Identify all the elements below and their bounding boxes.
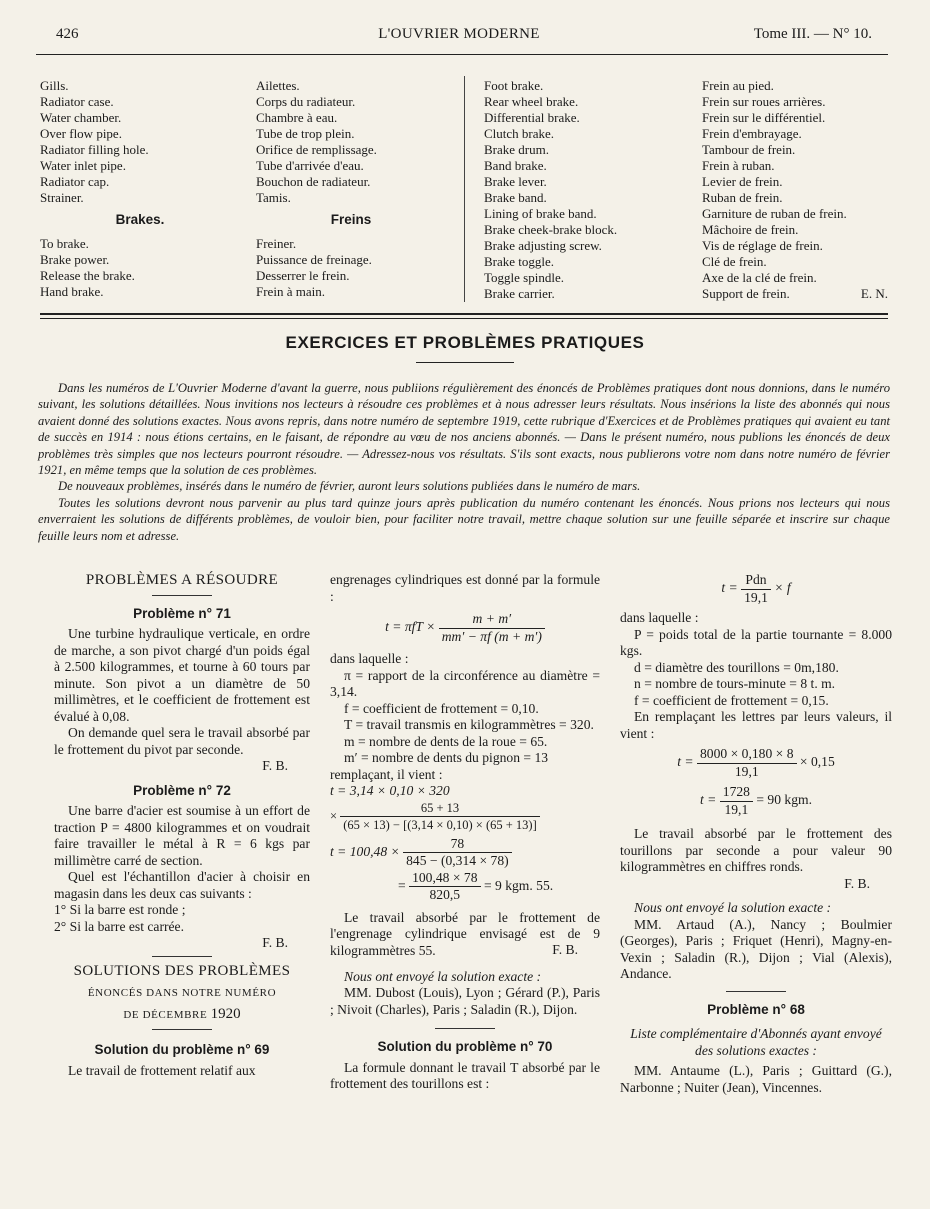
- list-item: Freiner.: [256, 236, 297, 251]
- calculation-line: t = $\frac{8000 \times 0,180 \times 8}{19,1}$ × 0,15: [677, 746, 835, 779]
- calculation-lhs: t = 100,48 ×: [330, 843, 400, 859]
- fraction: [741, 572, 771, 606]
- list-item: Frein sur le différentiel.: [702, 110, 826, 125]
- result-signature: F. B.: [844, 875, 870, 891]
- solutions-year: 1920: [210, 1005, 241, 1022]
- list-item: Orifice de remplissage.: [256, 142, 377, 157]
- vocab-french-radiator: [256, 78, 446, 300]
- right-column: [620, 572, 892, 1096]
- section-title: EXERCICES ET PROBLÈMES PRATIQUES: [285, 333, 645, 352]
- list-item: Frein d'embrayage.: [702, 126, 802, 141]
- formula-lhs: t = πfT ×: [385, 619, 436, 635]
- solvers-label: Nous ont envoyé la solution exacte :: [634, 900, 832, 915]
- list-item: Tube d'arrivée d'eau.: [256, 158, 364, 173]
- vocab-english-brakes: [484, 78, 684, 302]
- intro-paragraph: De nouveaux problèmes, insérés dans le numéro de février, auront leurs solutions publiées dans le numéro de mars.: [58, 479, 641, 494]
- paragraph: En remplaçant les lettres par leurs valeurs, il vient :: [620, 709, 892, 741]
- calculation-line: t = 3,14 × 0,10 × 320: [330, 783, 450, 798]
- definition: P = poids total de la partie tournante = 8.000 kgs.: [620, 626, 892, 658]
- definition: π = rapport de la circonférence au diamètre = 3,14.: [330, 667, 600, 699]
- fraction-numerator: Pdn: [741, 572, 771, 590]
- fraction-denominator: (65 × 13) − [(3,14 × 0,10) × (65 + 13)]: [343, 818, 537, 832]
- fraction-numerator: 100,48 × 78: [409, 870, 480, 888]
- vocab-french-brakes: [702, 78, 894, 302]
- intro-text: [38, 380, 890, 544]
- calculation-result: = 9 kgm. 55.: [483, 877, 554, 893]
- fraction-denominator: mm′ − πf (m + m′): [441, 628, 542, 644]
- problem-72-question: Quel est l'échantillon d'acier à choisir en magasin dans les deux cas suivants :: [54, 869, 310, 901]
- list-item: Brake lever.: [484, 174, 547, 189]
- vocab-english-radiator: [40, 78, 240, 300]
- fraction-numerator: 8000 × 0,180 × 8: [697, 746, 797, 764]
- list-item: Radiator filling hole.: [40, 142, 149, 157]
- calculation-result: = 90 kgm.: [756, 792, 812, 808]
- list-item: To brake.: [40, 236, 89, 251]
- list-item: Desserrer le frein.: [256, 268, 350, 283]
- solution-69-text: Le travail de frottement relatif aux: [68, 1062, 256, 1078]
- paragraph: remplaçant, il vient :: [330, 766, 443, 782]
- separator: [726, 991, 786, 992]
- problem-72-title: Problème n° 72: [133, 782, 231, 798]
- vocab-heading-brakes: Brakes.: [115, 212, 165, 227]
- fraction-denominator: 19,1: [734, 763, 759, 779]
- list-item: Garniture de ruban de frein.: [702, 206, 847, 221]
- problem-71-question: On demande quel sera le travail absorbé par le frottement du pivot par seconde.: [54, 725, 310, 757]
- list-item: Frein sur roues arrières.: [702, 94, 826, 109]
- definition: f = coefficient de frottement = 0,10.: [344, 700, 539, 716]
- list-item: Brake carrier.: [484, 286, 555, 301]
- calculation-line: × $\frac{65 + 13}{(65 \times 13) - [(3,14 \times 0,10) \times (65 + 13)]}$: [330, 800, 600, 834]
- list-item: Frein à ruban.: [702, 158, 775, 173]
- formula-engrenages: [330, 611, 600, 645]
- calculation-line: [330, 836, 600, 870]
- title-underline: [416, 362, 514, 363]
- section-rule-thin: [40, 318, 888, 319]
- paragraph: engrenages cylindriques est donné par la formule :: [330, 572, 600, 604]
- list-item: Brake drum.: [484, 142, 549, 157]
- definition: m′ = nombre de dents du pignon = 13: [344, 750, 549, 765]
- list-item: Water inlet pipe.: [40, 158, 126, 173]
- solvers-list: MM. Dubost (Louis), Lyon ; Gérard (P.), Paris ; Nivoit (Charles), Paris ; Saladin (R.), Dijon.: [330, 985, 600, 1017]
- fraction: [720, 784, 753, 818]
- definition: n = nombre de tours-minute = 8 t. m.: [634, 676, 836, 691]
- solution-70-title: Solution du problème n° 70: [377, 1039, 553, 1054]
- list-item: Release the brake.: [40, 268, 135, 283]
- solution-69-title: Solution du problème n° 69: [94, 1042, 270, 1057]
- list-item: Vis de réglage de frein.: [702, 238, 823, 253]
- solutions-title: SOLUTIONS DES PROBLÈMES: [73, 962, 291, 979]
- list-item: Corps du radiateur.: [256, 94, 356, 109]
- list-item: Axe de la clé de frein.: [702, 270, 817, 285]
- list-item: Clutch brake.: [484, 126, 555, 141]
- fraction-denominator: 19,1: [724, 801, 749, 817]
- formula-tourillons: [620, 572, 892, 606]
- list-item: Ruban de frein.: [702, 190, 783, 205]
- paragraph: dans laquelle :: [330, 651, 409, 666]
- list-item: Differential brake.: [484, 110, 580, 125]
- intro-paragraph: Dans les numéros de L'Ouvrier Moderne d'avant la guerre, nous publiions régulièrement des énoncés de Problèmes pratiques dont nous donnions, dans le numéro suivant, les solutions détaillées. Nous invitions nos lecteurs à résoudre ces problèmes et à nous adresser leurs résultats. Nous insérions la liste des abonnés qui nous avaient donné des solutions exactes. Nous avons repris, dans notre numéro de septembre 1919, cette rubrique d'Exercices et de Problèmes pratiques qui avaient eu tant de succès en 1914 : nous étions certains, en le faisant, de répondre au vœu de nos anciens abonnés. — Dans le présent numéro, nous publions les énoncés de deux problèmes très simples que nos lecteurs pourront résoudre. — Adressez-nous vos résultats. S'ils sont exacts, nous publierons votre nom dans notre numéro de février 1921, en même temps que la solution de ces problèmes.: [38, 381, 890, 478]
- formula-lhs: t =: [721, 580, 738, 596]
- paragraph: dans laquelle :: [620, 610, 699, 625]
- list-item: Mâchoire de frein.: [702, 222, 799, 237]
- list-item: Gills.: [40, 78, 69, 93]
- list-item: Foot brake.: [484, 78, 544, 93]
- separator: [152, 1029, 212, 1030]
- problem-68-list: MM. Antaume (L.), Paris ; Guittard (G.), Narbonne ; Nuiter (Jean), Vincennes.: [620, 1063, 892, 1095]
- list-item: Radiator case.: [40, 94, 114, 109]
- middle-column: [330, 572, 600, 1093]
- definition: T = travail transmis en kilogrammètres = 320.: [344, 717, 594, 732]
- page-number: 426: [56, 26, 79, 42]
- solutions-month: DE DÉCEMBRE: [123, 1008, 208, 1021]
- problem-68-subtitle: Liste complémentaire d'Abonnés ayant envoyé des solutions exactes :: [630, 1026, 882, 1058]
- issue-number: Tome III. — N° 10.: [753, 26, 872, 42]
- problem-72-signature: F. B.: [262, 935, 288, 950]
- definition: f = coefficient de frottement = 0,15.: [634, 692, 829, 708]
- running-head: [36, 26, 882, 48]
- list-item: Water chamber.: [40, 110, 122, 125]
- left-column: [54, 572, 310, 1079]
- fraction-numerator: m + m′: [439, 611, 545, 629]
- problem-68-title: Problème n° 68: [707, 1001, 805, 1017]
- fraction-denominator: 845 − (0,314 × 78): [406, 853, 509, 868]
- fraction-numerator: 78: [403, 836, 512, 854]
- list-item: Rear wheel brake.: [484, 94, 579, 109]
- calculation-line: = $\frac{100,48 \times 78}{820,5}$ = 9 kgm. 55.: [398, 869, 554, 902]
- solutions-subtitle: ÉNONCÉS DANS NOTRE NUMÉRO: [87, 987, 277, 999]
- intro-paragraph: Toutes les solutions devront nous parvenir au plus tard quinze jours après publication du numéro contenant les énoncés. Nous prions nos lecteurs qui nous enverraient les solutions de différents problèmes, de vouloir bien, pour faciliter notre travail, mettre chaque solution sur une feuille séparée et inscrire sur chaque feuille leurs nom et adresse.: [38, 495, 890, 543]
- list-item: Over flow pipe.: [40, 126, 122, 141]
- fraction-numerator: 1728: [720, 784, 753, 802]
- problem-71-title: Problème n° 71: [133, 605, 231, 621]
- separator: [435, 1028, 495, 1029]
- list-item: Toggle spindle.: [484, 270, 564, 285]
- fraction: [409, 870, 480, 904]
- fraction: [403, 836, 512, 870]
- fraction-denominator: 820,5: [429, 887, 461, 902]
- list-item: Brake band.: [484, 190, 547, 205]
- calculation-factor: × 0,15: [799, 754, 835, 770]
- vocab-divider: [464, 76, 465, 302]
- list-item: Radiator cap.: [40, 174, 110, 189]
- list-item: Levier de frein.: [702, 174, 783, 189]
- list-item: Brake cheek-brake block.: [484, 222, 618, 237]
- vocab-heading-freins: Freins: [330, 212, 372, 227]
- header-rule: [36, 54, 888, 55]
- fraction-numerator: 65 + 13: [340, 800, 540, 818]
- list-item: Clé de frein.: [702, 254, 767, 269]
- journal-title: L'OUVRIER MODERNE: [378, 26, 540, 42]
- list-item: Frein au pied.: [702, 78, 774, 93]
- list-item: [702, 286, 888, 302]
- list-item: Ailettes.: [256, 78, 300, 93]
- solvers-label: Nous ont envoyé la solution exacte :: [344, 968, 542, 984]
- list-item: Chambre à eau.: [256, 110, 338, 125]
- list-item: Tube de trop plein.: [256, 126, 355, 141]
- fraction-denominator: 19,1: [744, 589, 768, 605]
- fraction: [697, 746, 797, 780]
- fraction: [340, 800, 540, 834]
- fraction: [439, 611, 545, 645]
- solutions-subtitle-date: [54, 1006, 310, 1024]
- problem-72-case-2: 2° Si la barre est carrée.: [54, 918, 184, 934]
- section-rule-thick: [40, 313, 888, 315]
- problem-72-case-1: 1° Si la barre est ronde ;: [54, 902, 186, 917]
- list-item: Band brake.: [484, 158, 547, 173]
- list-item: Strainer.: [40, 190, 84, 205]
- problem-71-signature: F. B.: [262, 758, 288, 773]
- calculation-line: t = $\frac{1728}{19,1}$ = 90 kgm.: [700, 784, 812, 817]
- list-item: Puissance de freinage.: [256, 252, 372, 267]
- list-item: Bouchon de radiateur.: [256, 174, 371, 189]
- list-item: Brake power.: [40, 252, 110, 267]
- list-item: Tamis.: [256, 190, 291, 205]
- list-item: Hand brake.: [40, 284, 104, 299]
- separator: [152, 595, 212, 596]
- author-signature: E. N.: [860, 286, 888, 301]
- vocab-last-entry: Support de frein.: [702, 286, 790, 301]
- definition: m = nombre de dents de la roue = 65.: [344, 733, 548, 749]
- result-text: Le travail absorbé par le frottement des tourillons par seconde a pour valeur 90 kilogrammètres en chiffres ronds.: [620, 826, 892, 874]
- list-item: Brake toggle.: [484, 254, 555, 269]
- problem-71-text: Une turbine hydraulique verticale, en ordre de marche, a son pivot chargé d'un poids égal à 2.500 kilogrammes, et tourne à 60 tours par minute. Son pivot a un diamètre de 50 millimètres, et le coefficient de frottement est évalué à 0,08.: [54, 626, 310, 724]
- formula-rhs: × f: [774, 580, 791, 596]
- problem-72-text: Une barre d'acier est soumise à un effort de traction P = 4800 kilogrammes et on voudrait faire travailler le métal à R = 6 kgs par millimètre carré de section.: [54, 803, 310, 868]
- definition: d = diamètre des tourillons = 0m,180.: [634, 659, 839, 675]
- list-item: Frein à main.: [256, 284, 325, 299]
- list-item: Lining of brake band.: [484, 206, 597, 221]
- solvers-list: MM. Artaud (A.), Nancy ; Boulmier (Georges), Paris ; Friquet (Henri), Magny-en-Vexin ; Saladin (R.), Dijon ; Vial (Alexis), Andance.: [620, 916, 892, 981]
- problems-to-solve-title: PROBLÈMES A RÉSOUDRE: [85, 572, 279, 588]
- result-text: Le travail absorbé par le frottement de l'engrenage cylindrique envisagé est de 9 kilogrammètres 55.: [330, 909, 600, 958]
- list-item: Tambour de frein.: [702, 142, 796, 157]
- separator: [152, 956, 212, 957]
- solution-70-text: La formule donnant le travail T absorbé par le frottement des tourillons est :: [330, 1059, 600, 1091]
- result-signature: F. B.: [552, 942, 578, 957]
- list-item: Brake adjusting screw.: [484, 238, 602, 253]
